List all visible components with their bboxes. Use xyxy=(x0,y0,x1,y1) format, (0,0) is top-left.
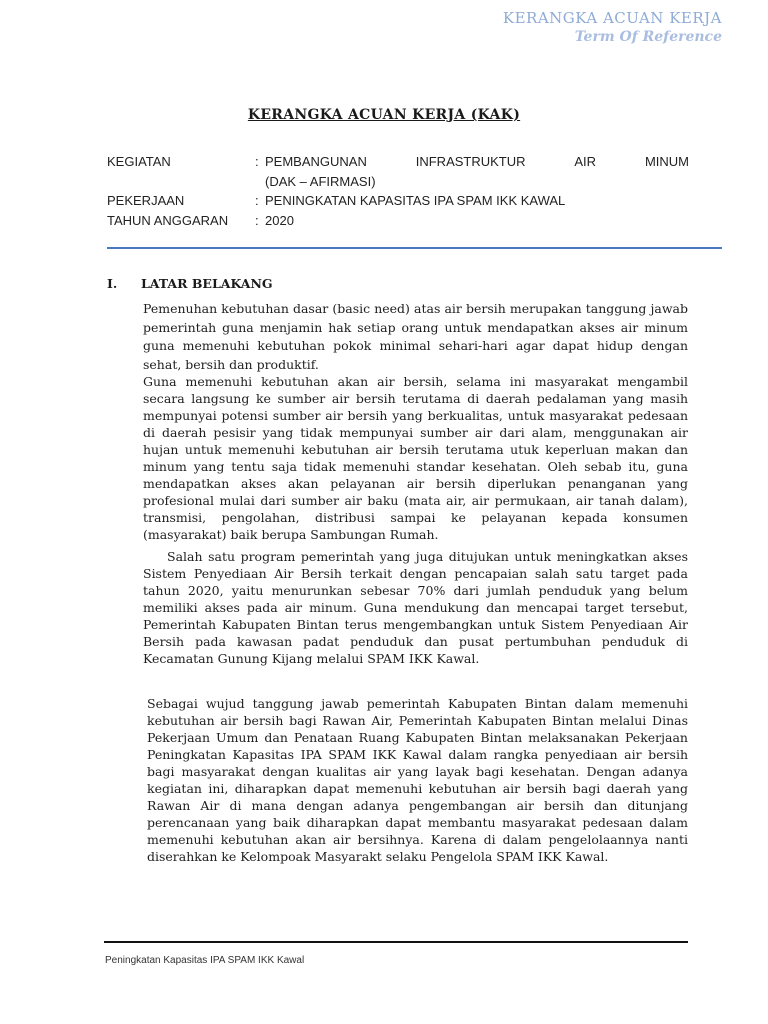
kegiatan-label: KEGIATAN xyxy=(107,154,171,169)
metadata-block xyxy=(107,152,689,230)
header-title: KERANGKA ACUAN KERJA xyxy=(502,9,722,27)
section-title: LATAR BELAKANG xyxy=(141,276,273,291)
header-divider xyxy=(107,247,722,249)
footer-divider xyxy=(104,941,688,943)
document-title: KERANGKA ACUAN KERJA (KAK) xyxy=(247,107,521,123)
paragraph: Sebagai wujud tanggung jawab pemerintah Kabupaten Bintan dalam memenuhi kebutuhan air bersih bagi Rawan Air, Pemerintah Kabupaten Bintan melalui Dinas Pekerjaan Umum dan Penataan Ruang Kabupaten Bintan melaksanakan Pekerjaan Peningkatan Kapasitas IPA SPAM IKK Kawal dalam rangka penyediaan air bersih bagi masyarakat dengan kualitas air yang layak bagi kesehatan. Dengan adanya kegiatan ini, diharapkan dapat memenuhi kebutuhan air bersih bagi daerah yang Rawan Air di mana dengan adanya pengembangan air bersih dan ditunjang perencanaan yang baik diharapkan dapat membantu masyarakat pedesaan dalam memenuhi kebutuhan akan air bersihnya. Karena di dalam pengelolaannya nanti diserahkan ke Kelompoak Masyarakt selaku Pengelola SPAM IKK Kawal. xyxy=(147,696,688,864)
section-heading xyxy=(107,276,273,291)
meta-row-kegiatan xyxy=(107,152,689,172)
pekerjaan-label: PEKERJAAN xyxy=(107,193,185,208)
kegiatan-continuation: (DAK – AFIRMASI) xyxy=(265,173,376,189)
separator: : xyxy=(255,212,259,228)
footer-text: Peningkatan Kapasitas IPA SPAM IKK Kawal xyxy=(105,955,305,966)
kegiatan-word: INFRASTRUKTUR xyxy=(415,154,526,169)
tahun-label: TAHUN ANGGARAN xyxy=(107,212,229,228)
kegiatan-word: PEMBANGUNAN xyxy=(265,154,367,169)
header-subtitle: Term Of Reference xyxy=(574,29,722,45)
paragraph: Guna memenuhi kebutuhan akan air bersih, selama ini masyarakat mengambil secara langsung ke sumber air bersih terutama di daerah pedalaman yang masih mempunyai potensi sumber air bersih yang berkualitas, untuk masyarakat pedesaan di daerah pesisir yang tidak mempunyai sumber air dari alam, menggunakan air hujan untuk memenuhi kebutuhan air bersih terutama utuk keperluan makan dan minum yang tentu saja tidak memenuhi standar kesehatan. Oleh sebab itu, guna mendapatkan akses akan pelayanan air bersih diperlukan penanganan yang profesional mulai dari sumber air baku (mata air, air permukaan, air tanah dalam), transmisi, pengolahan, distribusi sampai ke pelayanan kepada konsumen (masyarakat) baik berupa Sambungan Rumah. xyxy=(143,374,688,542)
separator: : xyxy=(255,154,259,169)
tahun-value: 2020 xyxy=(265,212,294,228)
kegiatan-word: AIR xyxy=(574,154,597,169)
meta-row-pekerjaan xyxy=(107,191,689,211)
page-header xyxy=(503,9,722,46)
kegiatan-word: MINUM xyxy=(644,154,689,169)
paragraph: Salah satu program pemerintah yang juga ditujukan untuk meningkatkan akses Sistem Penyediaan Air Bersih terkait dengan pencapaian salah satu target pada tahun 2020, yaitu menurunkan sebesar 70% dari jumlah penduduk yang belum memiliki akses pada air minum. Guna mendukung dan mencapai target tersebut, Pemerintah Kabupaten Bintan terus mengembangkan untuk Sistem Penyediaan Air Bersih pada kawasan padat penduduk dan pusat pertumbuhan penduduk di Kecamatan Gunung Kijang melalui SPAM IKK Kawal. xyxy=(143,549,688,666)
meta-row-tahun xyxy=(107,211,689,231)
section-number: I. xyxy=(107,276,118,291)
separator: : xyxy=(255,193,259,208)
pekerjaan-value: PENINGKATAN KAPASITAS IPA SPAM IKK KAWAL xyxy=(265,193,566,208)
paragraph: Pemenuhan kebutuhan dasar (basic need) atas air bersih merupakan tanggung jawab pemerintah guna menjamin hak setiap orang untuk mendapatkan akses air minum guna memenuhi kebutuhan pokok minimal sehari-hari agar dapat hidup dengan sehat, bersih dan produktif. xyxy=(143,301,688,372)
kegiatan-value xyxy=(265,152,689,172)
